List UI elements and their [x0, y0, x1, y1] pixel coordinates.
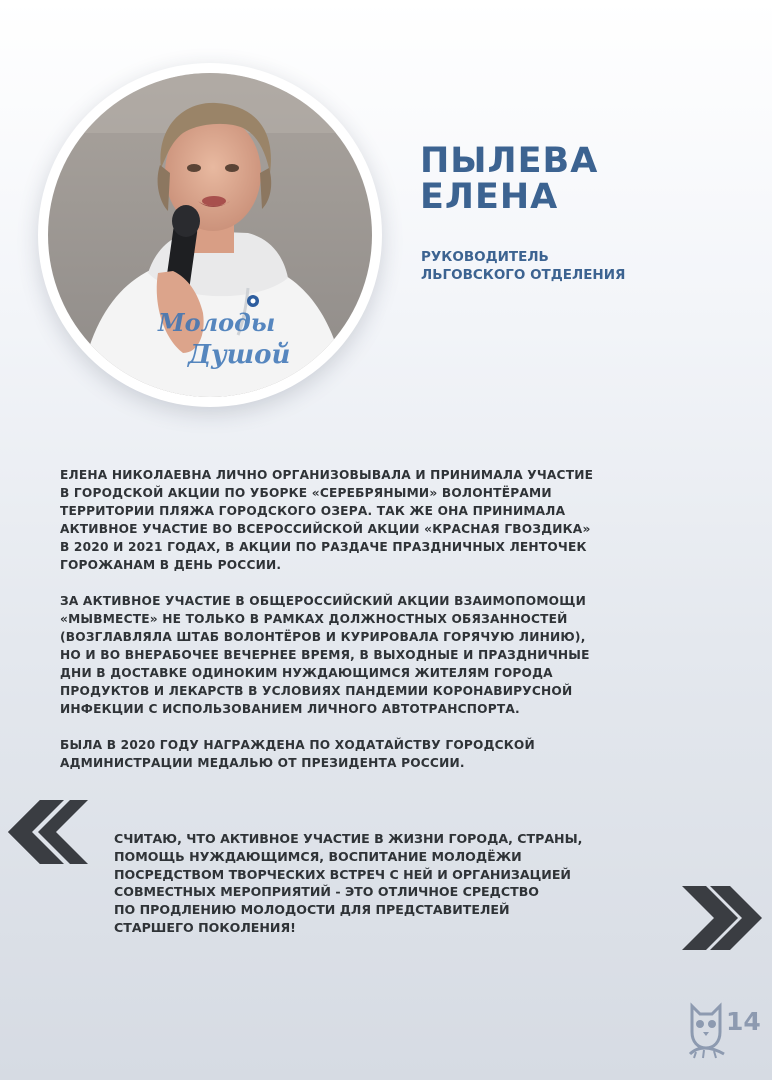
quote-text [114, 830, 674, 937]
portrait-illustration [48, 73, 372, 397]
bio-line: БЫЛА В 2020 ГОДУ НАГРАЖДЕНА ПО ХОДАТАЙСТВУ ГОРОДСКОЙ [60, 738, 535, 752]
bio-line: НО И ВО ВНЕРАБОЧЕЕ ВЕЧЕРНЕЕ ВРЕМЯ, В ВЫХОДНЫЕ И ПРАЗДНИЧНЫЕ [60, 648, 590, 662]
bio-line: ЕЛЕНА НИКОЛАЕВНА ЛИЧНО ОРГАНИЗОВЫВАЛА И ПРИНИМАЛА УЧАСТИЕ [60, 468, 594, 482]
portrait-photo [48, 73, 372, 397]
quote-line: ПОМОЩЬ НУЖДАЮЩИМСЯ, ВОСПИТАНИЕ МОЛОДЁЖИ [114, 848, 522, 864]
page-number: 14 [726, 1007, 761, 1036]
bio-paragraph [60, 736, 720, 772]
quote-line: СОВМЕСТНЫХ МЕРОПРИЯТИЙ - ЭТО ОТЛИЧНОЕ СРЕДСТВО [114, 884, 540, 900]
person-role-line: ЛЬГОВСКОГО ОТДЕЛЕНИЯ [421, 267, 626, 283]
bio-line: В 2020 И 2021 ГОДАХ, В АКЦИИ ПО РАЗДАЧЕ ПРАЗДНИЧНЫХ ЛЕНТОЧЕК [60, 540, 587, 554]
bio-line: АДМИНИСТРАЦИИ МЕДАЛЬЮ ОТ ПРЕЗИДЕНТА РОССИИ. [60, 756, 465, 770]
person-name-line: ПЫЛЕВА [420, 141, 599, 181]
bio-line: «МЫВМЕСТЕ» НЕ ТОЛЬКО В РАМКАХ ДОЛЖНОСТНЫХ ОБЯЗАННОСТЕЙ [60, 612, 568, 626]
quote-line: ПО ПРОДЛЕНИЮ МОЛОДОСТИ ДЛЯ ПРЕДСТАВИТЕЛЕЙ [114, 902, 510, 918]
person-role-line: РУКОВОДИТЕЛЬ [421, 249, 549, 265]
shirt-text-top: Молоды [158, 308, 276, 337]
double-chevron-right-icon [680, 886, 764, 950]
person-role [421, 248, 625, 284]
bio-line: ЗА АКТИВНОЕ УЧАСТИЕ В ОБЩЕРОССИЙСКИЙ АКЦИИ ВЗАИМОПОМОЩИ [60, 594, 586, 608]
bio-line: АКТИВНОЕ УЧАСТИЕ ВО ВСЕРОССИЙСКОЙ АКЦИИ «КРАСНАЯ ГВОЗДИКА» [60, 522, 591, 536]
quote-line: ПОСРЕДСТВОМ ТВОРЧЕСКИХ ВСТРЕЧ С НЕЙ И ОРГАНИЗАЦИЕЙ [114, 866, 571, 882]
bio-line: В ГОРОДСКОЙ АКЦИИ ПО УБОРКЕ «СЕРЕБРЯНЫМИ» ВОЛОНТЁРАМИ [60, 486, 552, 500]
biography [60, 466, 720, 790]
bio-line: (ВОЗГЛАВЛЯЛА ШТАБ ВОЛОНТЁРОВ И КУРИРОВАЛА ГОРЯЧУЮ ЛИНИЮ), [60, 630, 586, 644]
shirt-text-bottom: Душой [188, 340, 291, 370]
quote-line: СЧИТАЮ, ЧТО АКТИВНОЕ УЧАСТИЕ В ЖИЗНИ ГОРОДА, СТРАНЫ, [114, 831, 583, 846]
bio-line: ТЕРРИТОРИИ ПЛЯЖА ГОРОДСКОГО ОЗЕРА. ТАК ЖЕ ОНА ПРИНИМАЛА [60, 504, 566, 518]
bio-line: ДНИ В ДОСТАВКЕ ОДИНОКИМ НУЖДАЮЩИМСЯ ЖИТЕЛЯМ ГОРОДА [60, 666, 553, 680]
bio-paragraph [60, 592, 720, 718]
person-name-line: ЕЛЕНА [420, 177, 559, 217]
portrait-frame [38, 63, 382, 407]
double-chevron-left-icon [6, 800, 90, 864]
owl-icon [686, 1002, 726, 1060]
bio-paragraph [60, 466, 720, 574]
person-name [420, 143, 598, 215]
quote-line: СТАРШЕГО ПОКОЛЕНИЯ! [114, 919, 296, 935]
bio-line: ПРОДУКТОВ И ЛЕКАРСТВ В УСЛОВИЯХ ПАНДЕМИИ КОРОНАВИРУСНОЙ [60, 684, 573, 698]
bio-line: ГОРОЖАНАМ В ДЕНЬ РОССИИ. [60, 558, 282, 572]
bio-line: ИНФЕКЦИИ С ИСПОЛЬЗОВАНИЕМ ЛИЧНОГО АВТОТРАНСПОРТА. [60, 702, 520, 716]
